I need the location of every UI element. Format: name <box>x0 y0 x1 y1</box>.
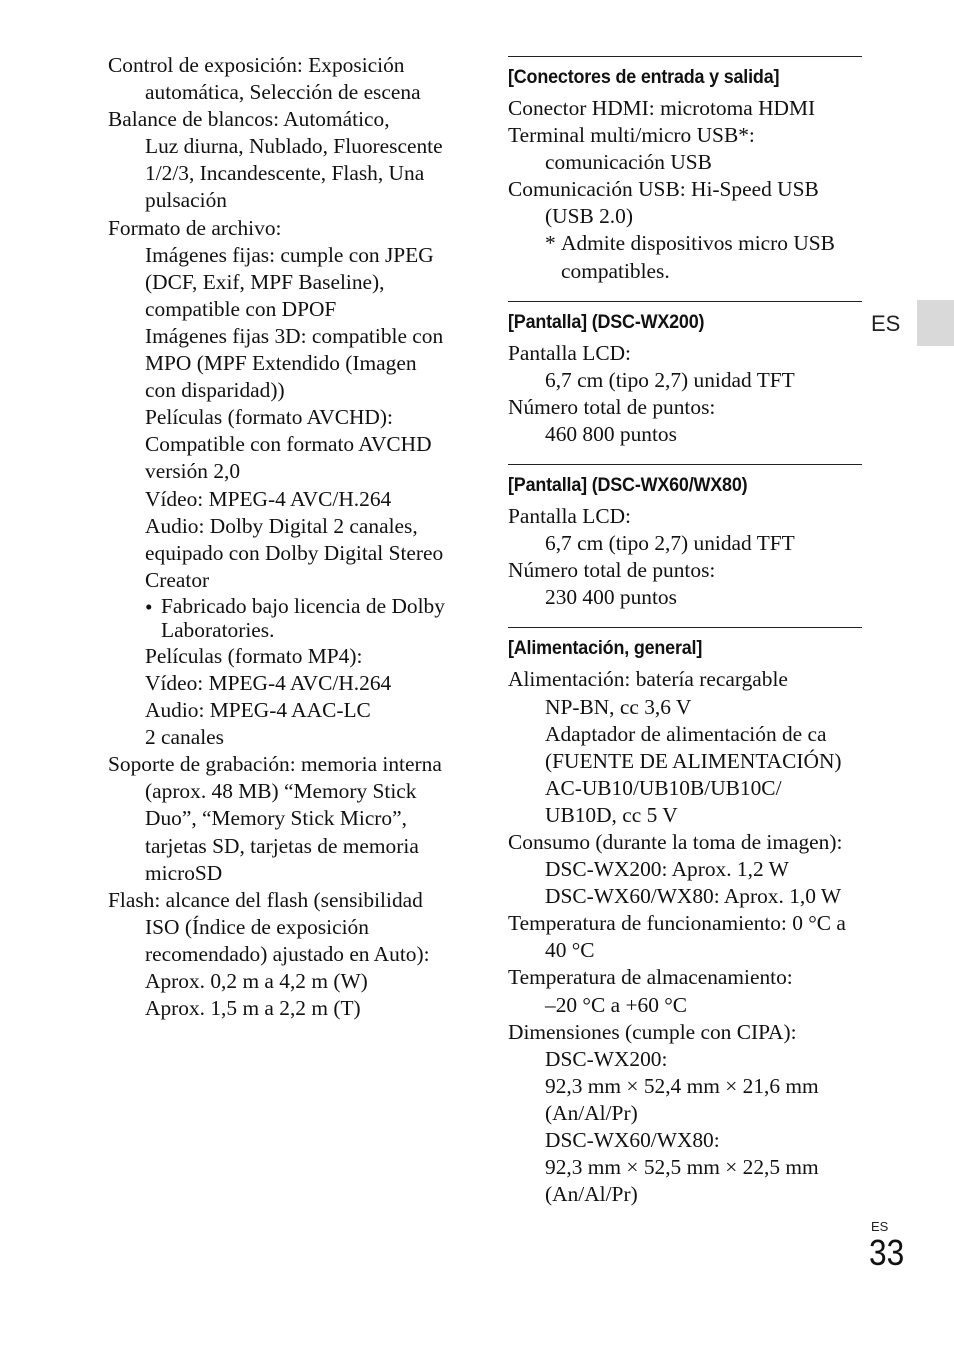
screen-wx60-section: [Pantalla] (DSC-WX60/WX80) Pantalla LCD: 6,7 cm (tipo 2,7) unidad TFT Número total de puntos: 230 400 puntos <box>508 464 862 611</box>
section-heading: [Alimentación, general] <box>508 637 703 660</box>
usb-footnote: * Admite dispositivos micro USB compatibles. <box>545 231 835 283</box>
section-heading: [Pantalla] (DSC-WX60/WX80) <box>508 474 748 497</box>
screen-wx200-section: [Pantalla] (DSC-WX200) Pantalla LCD: 6,7 cm (tipo 2,7) unidad TFT Número total de puntos: 460 800 puntos <box>508 301 862 448</box>
file-format-spec: Formato de archivo: Imágenes fijas: cumple con JPEG (DCF, Exif, MPF Baseline), compatible con DPOF Imágenes fijas 3D: compatible con MPO (MPF Extendido (Imagen con disparidad)) Películas (formato AVCHD): Compatible con formato AVCHD versión 2,0 Vídeo: MPEG-4 AVC/H.264 Audio: Dolby Digital 2 canales, equipado con Dolby Digital Stereo Creator <box>108 215 444 592</box>
flash-spec: Flash: alcance del flash (sensibilidad ISO (Índice de exposición recomendado) ajustado en Auto): Aprox. 0,2 m a 4,2 m (W) Aprox. 1,5 m a 2,2 m (T) <box>108 887 430 1021</box>
section-heading: [Conectores de entrada y salida] <box>508 66 780 88</box>
footer-language: ES <box>871 1219 889 1234</box>
section-heading: [Pantalla] (DSC-WX200) <box>508 310 705 333</box>
right-column <box>508 56 862 1208</box>
exposure-control-spec: Control de exposición: Exposición automática, Selección de escena <box>108 53 421 105</box>
power-section: [Alimentación, general] Alimentación: batería recargable NP-BN, cc 3,6 V Adaptador de alimentación de ca (FUENTE DE ALIMENTACIÓN) AC-UB10/UB10B/UB10C/ UB10D, cc 5 V Consumo (durante la toma de imagen): DSC-WX200: Aprox. 1,2 W DSC-WX60/WX80: Aprox. 1,0 W Temperatura de funcionamiento: 0 °C a 40 °C Temperatura de almacenamiento: –20 °C a +60 °C Dimensiones (cumple con CIPA): DSC-WX200: 92,3 mm × 52,4 mm × 21,6 mm (An/Al/Pr) DSC-WX60/WX80: 92,3 mm × 52,5 mm × 22,5 mm (An/Al/Pr) <box>508 627 862 1208</box>
language-side-tab <box>917 300 954 346</box>
left-column <box>108 52 478 1022</box>
dolby-license-note: • Fabricado bajo licencia de Dolby Laboratories. <box>145 593 445 643</box>
connectors-section: [Conectores de entrada y salida] Conector HDMI: microtoma HDMI Terminal multi/micro USB*: comunicación USB Comunicación USB: Hi-Speed USB (USB 2.0) * Admite dispositivos micro USB compatibles. <box>508 56 862 285</box>
white-balance-spec: Balance de blancos: Automático, Luz diurna, Nublado, Fluorescente 1/2/3, Incandescente, Flash, Una pulsación <box>108 107 443 213</box>
asterisk-mark: * <box>545 231 556 256</box>
mp4-format-spec: Películas (formato MP4): Vídeo: MPEG-4 AVC/H.264 Audio: MPEG-4 AAC-LC 2 canales <box>145 643 392 750</box>
recording-media-spec: Soporte de grabación: memoria interna (aprox. 48 MB) “Memory Stick Duo”, “Memory Stick Micro”, tarjetas SD, tarjetas de memoria microSD <box>108 752 442 885</box>
language-side-label: ES <box>871 311 901 336</box>
page-number: 33 <box>869 1232 905 1273</box>
bullet-icon: • <box>145 594 153 619</box>
